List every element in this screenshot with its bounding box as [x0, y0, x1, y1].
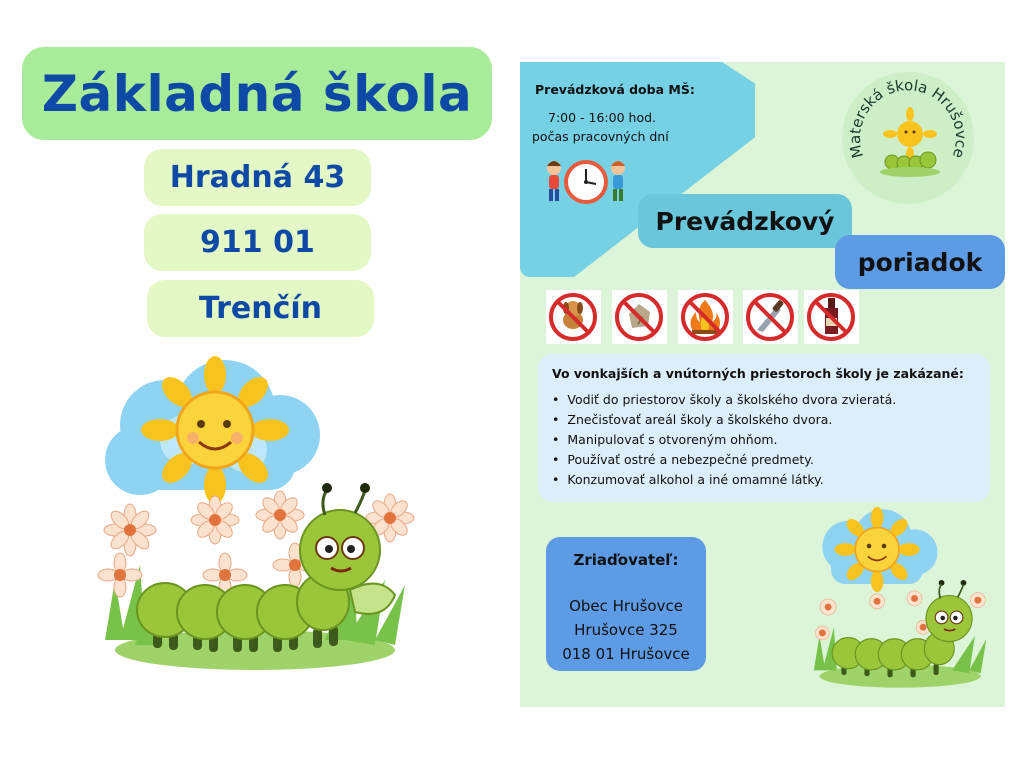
street-text: Hradná 43 [169, 160, 346, 195]
hours-days: počas pracovných dní [532, 129, 669, 144]
list-item: • Manipulovať s otvoreným ohňom. [552, 430, 896, 450]
founder-title: Zriaďovateľ: [573, 551, 679, 569]
kindergarten-logo-art [842, 72, 974, 204]
heading-pill-1 [638, 194, 852, 248]
school-title-box [22, 47, 492, 140]
no-litter-icon [612, 290, 667, 344]
street-pill [144, 149, 371, 206]
no-dogs-icon [546, 290, 601, 344]
caterpillar-sun-illustration [95, 350, 425, 675]
rules-list [552, 390, 896, 490]
list-item: • Používať ostré a nebezpečné predmety. [552, 450, 896, 470]
hours-time: 7:00 - 16:00 hod. [548, 110, 657, 125]
logo-text: Materská škola Hrušovce [845, 76, 971, 161]
heading-text-1: Prevádzkový [655, 206, 835, 236]
founder-box [546, 537, 706, 671]
city-pill [147, 280, 374, 337]
no-alcohol-icon [804, 290, 859, 344]
list-item: • Vodiť do priestorov školy a školského dvora zvieratá. [552, 390, 896, 410]
no-fire-icon [678, 290, 733, 344]
heading-text-2: poriadok [857, 247, 983, 277]
rules-box [538, 354, 990, 502]
heading-pill-2 [835, 235, 1005, 289]
hours-title: Prevádzková doba MŠ: [535, 82, 695, 97]
zip-text: 911 01 [200, 225, 315, 260]
small-caterpillar-illustration [808, 502, 998, 692]
list-item: • Znečisťovať areál školy a školského dvora. [552, 410, 896, 430]
no-knife-icon [743, 290, 798, 344]
school-title: Základná škola [41, 64, 473, 123]
clock-kids-icon [544, 154, 628, 206]
operating-rules-poster [520, 62, 1005, 707]
city-text: Trenčín [198, 291, 323, 326]
founder-line-3: 018 01 Hrušovce [562, 645, 690, 663]
rules-title: Vo vonkajších a vnútorných priestoroch školy je zakázané: [552, 366, 964, 381]
founder-line-2: Hrušovce 325 [574, 621, 678, 639]
zip-pill [144, 214, 371, 271]
list-item: • Konzumovať alkohol a iné omamné látky. [552, 470, 896, 490]
founder-line-1: Obec Hrušovce [569, 597, 683, 615]
